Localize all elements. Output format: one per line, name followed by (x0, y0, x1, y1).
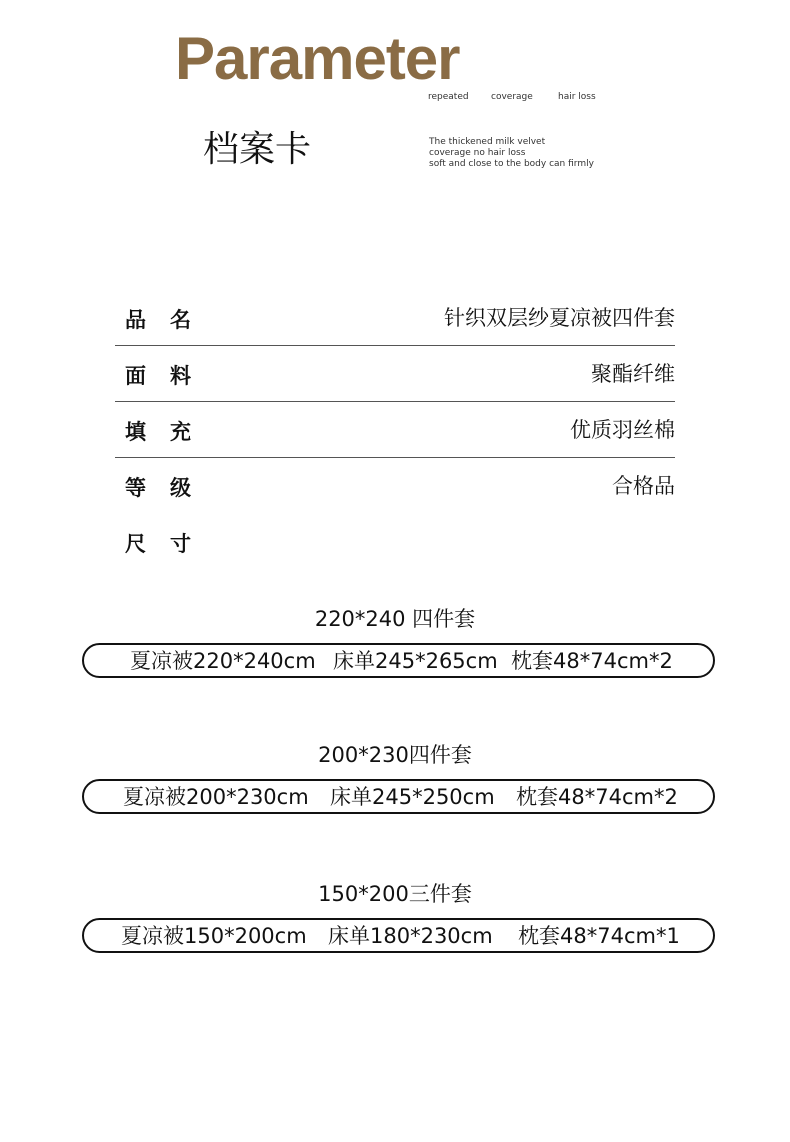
size-item-sheet: 床单180*230cm (328, 924, 493, 948)
size-item-quilt: 夏凉被150*200cm (121, 924, 307, 948)
size-item-pillowcase: 枕套48*74cm*1 (518, 924, 680, 948)
description-line: coverage no hair loss (429, 148, 526, 158)
param-row-filling (115, 402, 675, 458)
tag-coverage: coverage (491, 92, 533, 102)
param-value: 针织双层纱夏凉被四件套 (444, 306, 675, 330)
description (429, 137, 594, 170)
param-label: 填充 (125, 420, 215, 444)
description-line: soft and close to the body can firmly (429, 159, 594, 169)
size-item-pillowcase: 枕套48*74cm*2 (511, 649, 673, 673)
size-pill (82, 918, 715, 953)
tag-repeated: repeated (428, 92, 469, 102)
param-row-grade (115, 458, 675, 514)
size-item-sheet: 床单245*250cm (330, 785, 495, 809)
size-pill (82, 643, 715, 678)
param-value: 聚酯纤维 (591, 362, 675, 386)
param-label: 等级 (125, 476, 215, 500)
param-label: 品名 (125, 308, 215, 332)
param-label: 尺寸 (125, 532, 215, 556)
tag-hair-loss: hair loss (558, 92, 596, 102)
size-title: 220*240 四件套 (314, 607, 476, 631)
size-item-pillowcase: 枕套48*74cm*2 (516, 785, 678, 809)
chinese-subtitle: 档案卡 (203, 129, 312, 170)
param-value: 优质羽丝棉 (570, 418, 675, 442)
description-line: The thickened milk velvet (429, 137, 546, 147)
size-title: 150*200三件套 (318, 882, 472, 906)
param-row-size (115, 514, 675, 570)
param-value: 合格品 (612, 474, 675, 498)
size-item-quilt: 夏凉被200*230cm (123, 785, 309, 809)
parameter-table (115, 290, 675, 570)
size-title: 200*230四件套 (318, 743, 472, 767)
param-row-fabric (115, 346, 675, 402)
param-row-name (115, 290, 675, 346)
size-pill (82, 779, 715, 814)
size-item-quilt: 夏凉被220*240cm (130, 649, 316, 673)
page-title: Parameter (175, 25, 460, 92)
param-label: 面料 (125, 364, 215, 388)
size-item-sheet: 床单245*265cm (333, 649, 498, 673)
